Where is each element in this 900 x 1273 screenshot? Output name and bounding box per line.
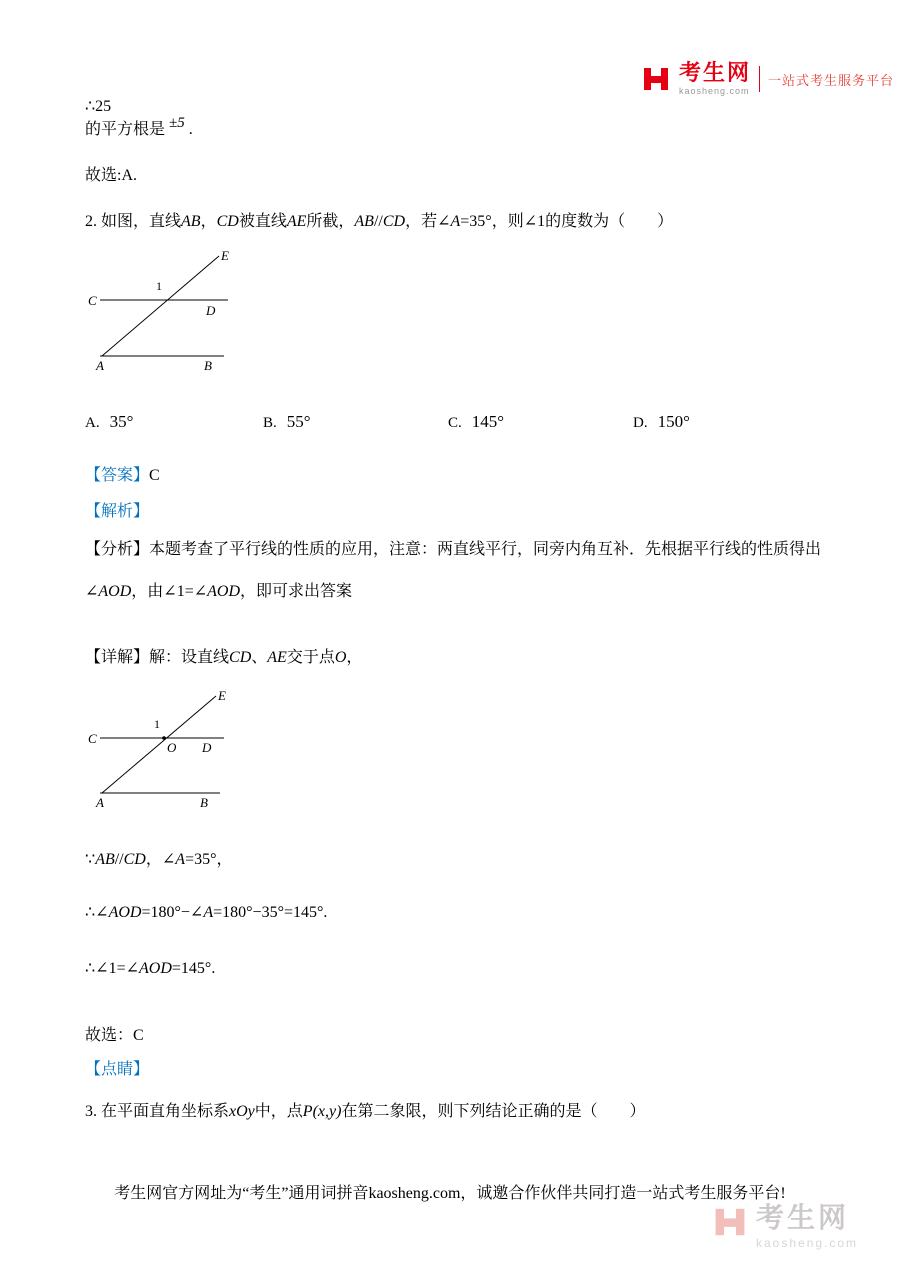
option-d-label: D. (633, 415, 648, 431)
watermark-logo-icon (712, 1204, 748, 1240)
logo-text-block (679, 62, 751, 96)
solution1-line1: ∴25 (85, 98, 112, 115)
angle-label-1: 1 (156, 279, 162, 293)
answer-label: 【答案】 (85, 467, 150, 484)
solution1-conclusion: 故选:A. (85, 167, 138, 184)
option-c-value: 145° (471, 412, 505, 431)
point-label-e: E (218, 688, 226, 703)
solution1-line2-prefix: 的平方根是 (85, 121, 166, 138)
conclusion-value: C (133, 1027, 144, 1044)
option-a-value: 35° (109, 412, 134, 431)
logo-domain: kaosheng.com (679, 86, 750, 96)
option-b-label: B. (263, 415, 277, 431)
fenxi-line2: ∠AOD，由∠1=∠AOD，即可求出答案 (85, 583, 353, 600)
option-a (85, 412, 133, 432)
fenxi-line1: 【分析】本题考查了平行线的性质的应用，注意：两直线平行，同旁内角互补．先根据平行线的性质得出 (85, 541, 822, 558)
footer-text: 考生网官方网址为“考生”通用词拼音kaosheng.com，诚邀合作伙伴共同打造一站式考生服务平台! (114, 1185, 786, 1202)
point-label-a: A (96, 795, 104, 810)
option-a-label: A. (85, 415, 100, 431)
answer-line (85, 462, 160, 485)
point-label-a: A (96, 358, 104, 373)
answer-value: C (149, 467, 160, 484)
watermark-brand: 考生网 (756, 1202, 850, 1233)
option-b-value: 55° (286, 412, 311, 431)
jiexi-label: 【解析】 (85, 503, 150, 520)
option-b (263, 412, 311, 432)
point-label-b: B (200, 795, 208, 810)
point-label-c: C (88, 293, 97, 308)
logo-divider (759, 66, 760, 92)
conclusion-prefix: 故选： (85, 1027, 134, 1044)
option-d (633, 412, 690, 432)
geometry-diagram-2 (88, 688, 238, 812)
watermark-domain: kaosheng.com (756, 1236, 859, 1250)
because-line: ∵AB//CD，∠A=35°， (85, 851, 233, 868)
point-label-b: B (204, 358, 212, 373)
kaosheng-logo-icon (641, 64, 671, 94)
solution1-value: ±5 (169, 115, 185, 131)
deduce-line-1: ∴∠AOD=180°−∠A=180°−35°=145°. (85, 904, 328, 921)
option-c (448, 412, 504, 432)
solution1-line2 (85, 116, 193, 139)
point-label-d: D (206, 303, 216, 318)
option-d-value: 150° (657, 412, 690, 431)
point-label-e: E (221, 248, 229, 263)
question2-stem: 2. 如图，直线AB，CD被直线AE所截，AB//CD，若∠A=35°，则∠1的度数为（ ） (85, 213, 674, 230)
point-label-d: D (202, 740, 212, 755)
geometry-diagram-1 (88, 248, 243, 376)
option-c-label: C. (448, 415, 462, 431)
angle-label-1: 1 (154, 717, 160, 731)
point-label-o: O (167, 740, 177, 755)
site-logo (641, 62, 894, 96)
watermark-logo (712, 1204, 858, 1249)
conclusion-line (85, 1022, 144, 1045)
watermark-text-block (756, 1204, 858, 1249)
dianjing-label: 【点睛】 (85, 1061, 150, 1078)
point-label-c: C (88, 731, 97, 746)
solution1-period: . (188, 121, 193, 138)
logo-brand: 考生网 (679, 60, 752, 85)
logo-tagline: 一站式考生服务平台 (768, 72, 895, 88)
xiangjie-line: 【详解】解：设直线CD、AE交于点O， (85, 649, 363, 666)
deduce-line-2: ∴∠1=∠AOD=145°. (85, 960, 216, 977)
question3-stem: 3. 在平面直角坐标系xOy中，点P(x,y)在第二象限，则下列结论正确的是（ ） (85, 1103, 646, 1120)
